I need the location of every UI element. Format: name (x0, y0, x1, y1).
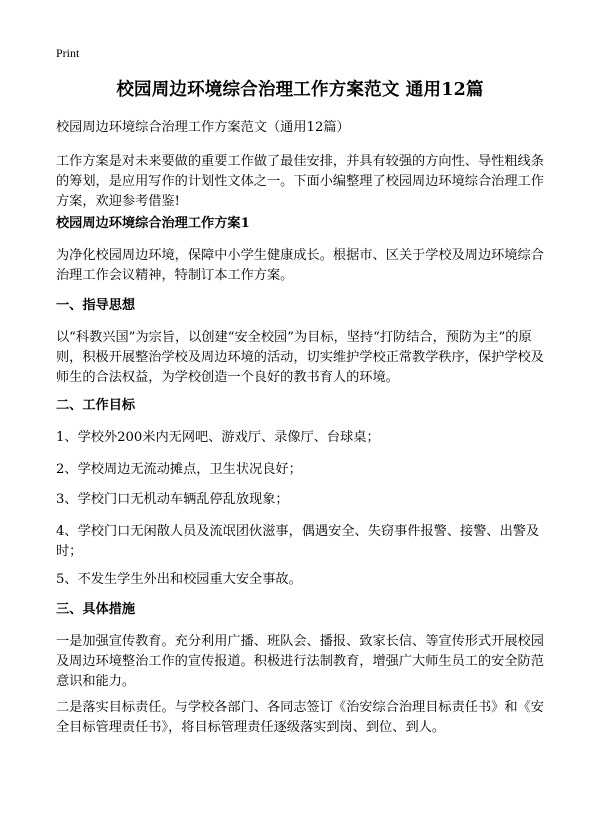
measure-paragraph: 一是加强宣传教育。充分利用广播、班队会、播报、致家长信、等宣传形式开展校园及周边环境整治工作的宣传报道。积极进行法制教育，增强广大师生员工的安全防范意识和能力。 (56, 634, 544, 689)
goal-list-item: 1、学校外200米内无网吧、游戏厅、录像厅、台球桌； (56, 430, 380, 445)
goal-list-item: 3、学校门口无机动车辆乱停乱放现象； (56, 492, 289, 507)
print-label: Print (56, 46, 80, 60)
section-body-guiding-ideology: 以“科教兴国”为宗旨，以创建“安全校园”为目标，坚持“打防结合，预防为主”的原则，积极开展整治学校及周边环境的活动，切实维护学校正常教学秩序，保护学校及师生的合法权益，为学校创造一个良好的教书育人的环境。 (56, 330, 544, 385)
section-heading-guiding-ideology: 一、指导思想 (56, 298, 136, 313)
measure-paragraph: 二是落实目标责任。与学校各部门、各同志签订《治安综合治理目标责任书》和《安全目标管理责任书》，将目标管理责任逐级落实到岗、到位、到人。 (56, 700, 544, 735)
section-heading-work-goals: 二、工作目标 (56, 398, 136, 413)
plan-intro-paragraph: 为净化校园周边环境，保障中小学生健康成长。根据市、区关于学校及周边环境综合治理工作会议精神，特制订本工作方案。 (56, 248, 544, 283)
intro-paragraph: 工作方案是对未来要做的重要工作做了最佳安排，并具有较强的方向性、导性粗线条的筹划，是应用写作的计划性文体之一。下面小编整理了校园周边环境综合治理工作方案，欢迎参考借鉴! (56, 154, 544, 209)
section-heading-measures: 三、具体措施 (56, 602, 136, 617)
goal-list-item: 5、不发生学生外出和校园重大安全事故。 (56, 572, 302, 587)
document-title: 校园周边环境综合治理工作方案范文 通用12篇 (116, 80, 484, 100)
goal-list-item: 4、学校门口无闲散人员及流氓团伙滋事，偶遇安全、失窃事件报警、接警、出警及时； (56, 524, 540, 559)
goal-list-item: 2、学校周边无流动摊点，卫生状况良好； (56, 462, 302, 477)
plan-heading: 校园周边环境综合治理工作方案1 (56, 216, 250, 231)
document-subtitle: 校园周边环境综合治理工作方案范文（通用12篇） (56, 120, 350, 135)
